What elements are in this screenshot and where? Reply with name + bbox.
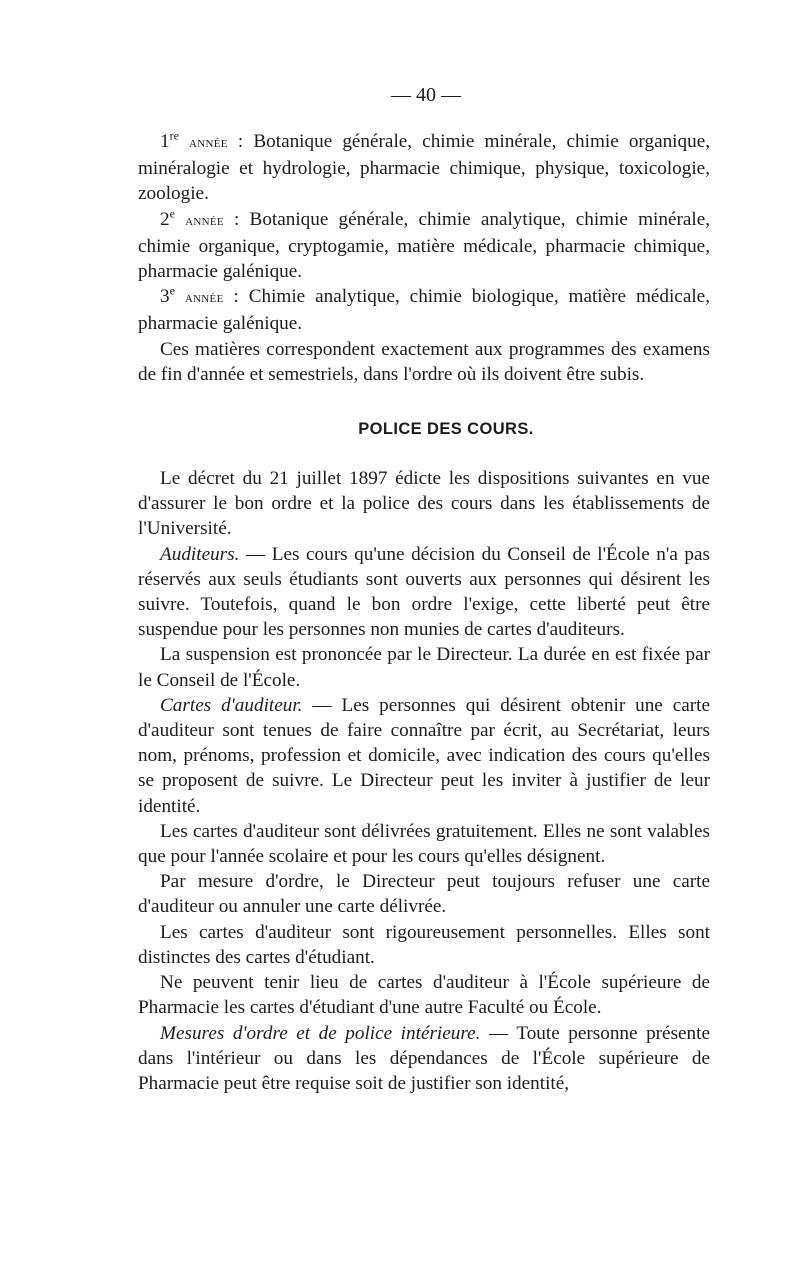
section-heading: POLICE DES COURS. <box>358 420 534 439</box>
suspension-paragraph: La suspension est prononcée par le Directeur. La durée en est fixée par le Conseil de l'École. <box>138 644 710 691</box>
year-2-label: année <box>185 212 224 229</box>
year-3-num: 3 <box>160 286 170 308</box>
auditeurs-title: Auditeurs. <box>160 543 240 565</box>
auditeurs-text: — Les cours qu'une décision du Conseil de l'École n'a pas réservés aux seuls étudiants sont ouverts aux personnes qui désirent les suivre. Toutefois, quand le bon ordre l'exige, cette liberté peut être suspendue pour les personnes non munies de cartes d'auditeurs. <box>138 543 710 641</box>
autre-faculte-paragraph: Ne peuvent tenir lieu de cartes d'auditeur à l'École supérieure de Pharmacie les cartes d'étudiant d'une autre Faculté ou École. <box>138 972 710 1019</box>
auditeurs-paragraph <box>138 542 710 643</box>
year-3-label: année <box>184 290 224 307</box>
personnelles-paragraph: Les cartes d'auditeur sont rigoureusement personnelles. Elles sont distinctes des cartes d'étudiant. <box>138 921 710 968</box>
decree-paragraph: Le décret du 21 juillet 1897 édicte les dispositions suivantes en vue d'assurer le bon ordre et la police des cours dans les établissements de l'Université. <box>138 468 710 540</box>
year-3-text: : Chimie analytique, chimie biologique, matière médicale, pharmacie galénique. <box>138 286 710 335</box>
cartes-paragraph <box>138 693 710 819</box>
page-number: — 40 — <box>391 84 461 106</box>
year-1-num: 1 <box>160 131 170 152</box>
mesures-paragraph <box>138 1021 710 1097</box>
cartes-text: — Les personnes qui désirent obtenir une carte d'auditeur sont tenues de faire connaître par écrit, au Secrétariat, leurs nom, prénoms, profession et domicile, avec indication des cours qu'elles se proposent de suivre. Le Directeur peut les inviter à justifier de leur identité. <box>138 694 711 817</box>
year-1-label: année <box>189 135 228 151</box>
year-1-text: : Botanique générale, chimie minérale, chimie organique, minéralogie et hydrologie, pharmacie chimique, physique, toxicologie, zoologie. <box>138 131 711 205</box>
mesures-title: Mesures d'ordre et de police intérieure. <box>160 1022 481 1044</box>
year-2-text: : Botanique générale, chimie analytique, chimie minérale, chimie organique, cryptogamie, matière médicale, pharmacie chimique, pharmacie galénique. <box>138 208 711 283</box>
year-1-sup: re <box>169 128 179 143</box>
cartes-gratuites-paragraph: Les cartes d'auditeur sont délivrées gratuitement. Elles ne sont valables que pour l'année scolaire et pour les cours qu'elles désignent. <box>138 820 710 868</box>
year-1-paragraph <box>138 129 710 207</box>
exams-paragraph: Ces matières correspondent exactement aux programmes des examens de fin d'année et semestriels, dans l'ordre où ils doivent être subis. <box>138 338 710 385</box>
year-3-paragraph <box>138 284 710 336</box>
year-2-sup: e <box>169 206 175 221</box>
year-2-num: 2 <box>160 208 170 230</box>
refus-paragraph: Par mesure d'ordre, le Directeur peut toujours refuser une carte d'auditeur ou annuler une carte délivrée. <box>138 871 710 918</box>
document-page <box>138 84 710 1096</box>
year-3-sup: e <box>169 283 175 298</box>
cartes-title: Cartes d'auditeur. <box>160 694 303 716</box>
year-2-paragraph <box>138 207 710 285</box>
mesures-text: — Toute personne présente dans l'intérieur ou dans les dépendances de l'École supérieure de Pharmacie peut être requise soit de justifier son identité, <box>138 1022 710 1094</box>
